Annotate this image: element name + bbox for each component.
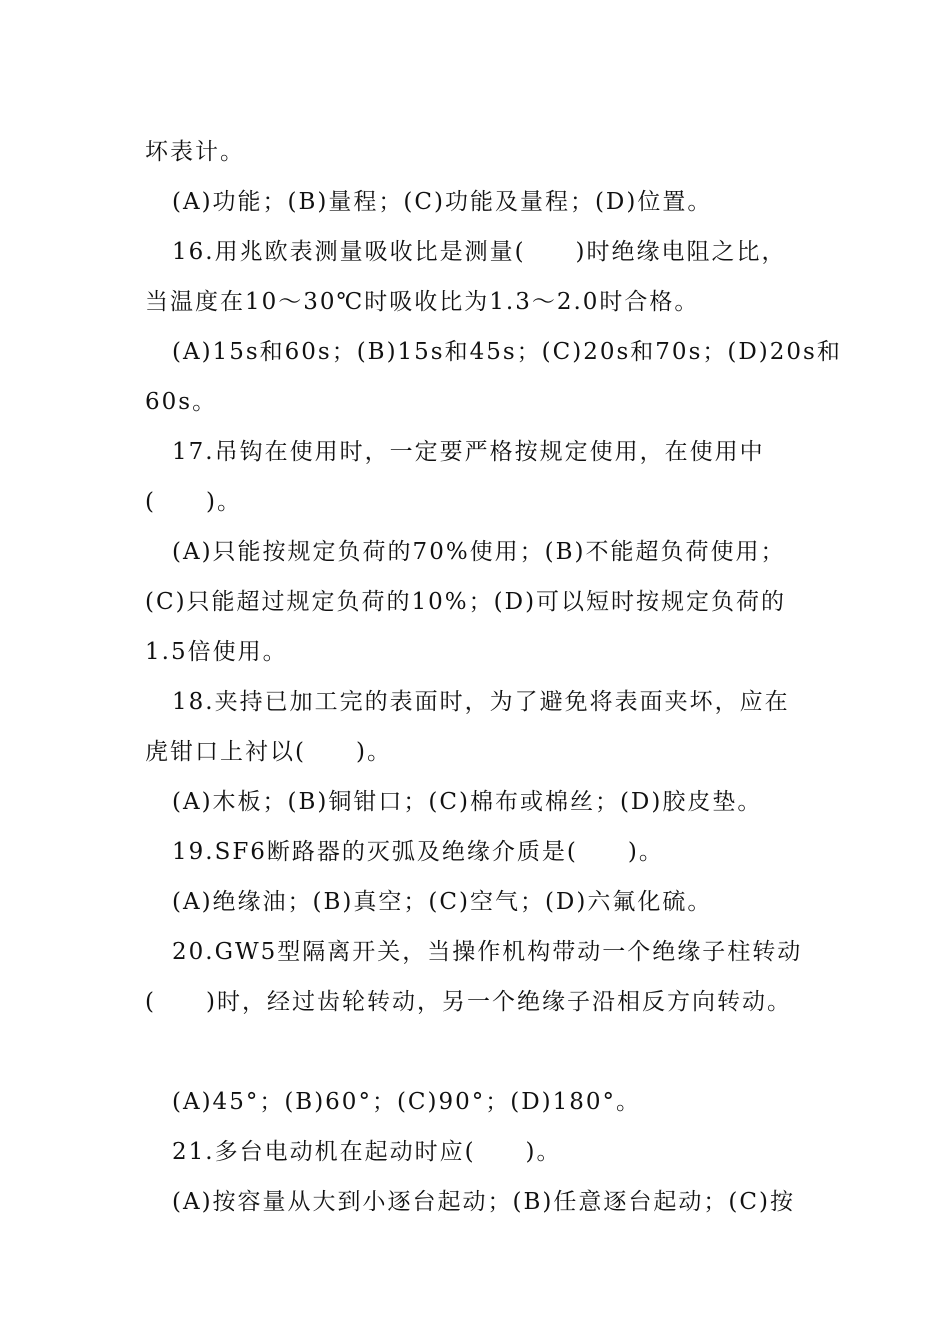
text-line: (A)木板；(B)铜钳口；(C)棉布或棉丝；(D)胶皮垫。 (172, 789, 763, 815)
text-line: (A)功能；(B)量程；(C)功能及量程；(D)位置。 (172, 189, 713, 215)
text-line: (A)15s和60s；(B)15s和45s；(C)20s和70s；(D)20s和 (172, 339, 842, 365)
question-20: 20.GW5型隔离开关，当操作机构带动一个绝缘子柱转动 (172, 939, 803, 965)
text-line: (A)只能按规定负荷的70%使用；(B)不能超负荷使用； (172, 539, 786, 565)
question-19: 19.SF6断路器的灭弧及绝缘介质是( )。 (172, 839, 664, 865)
text-line: 1.5倍使用。 (145, 639, 288, 665)
text-line: 坏表计。 (145, 139, 245, 165)
text-line: (A)45°；(B)60°；(C)90°；(D)180°。 (172, 1089, 642, 1115)
text-line: 当温度在10～30℃时吸收比为1.3～2.0时合格。 (145, 289, 700, 315)
text-line: 60s。 (145, 389, 218, 415)
text-line: (C)只能超过规定负荷的10%；(D)可以短时按规定负荷的 (145, 589, 787, 615)
question-16: 16.用兆欧表测量吸收比是测量( )时绝缘电阻之比， (172, 239, 787, 265)
question-17: 17.吊钩在使用时，一定要严格按规定使用，在使用中 (172, 439, 765, 465)
text-line: ( )时，经过齿轮转动，另一个绝缘子沿相反方向转动。 (145, 989, 792, 1015)
text-line: 虎钳口上衬以( )。 (145, 739, 392, 765)
text-line: ( )。 (145, 489, 242, 515)
text-line: (A)绝缘油；(B)真空；(C)空气；(D)六氟化硫。 (172, 889, 713, 915)
text-line: (A)按容量从大到小逐台起动；(B)任意逐台起动；(C)按 (172, 1189, 795, 1215)
question-21: 21.多台电动机在起动时应( )。 (172, 1139, 562, 1165)
question-18: 18.夹持已加工完的表面时，为了避免将表面夹坏，应在 (172, 689, 790, 715)
